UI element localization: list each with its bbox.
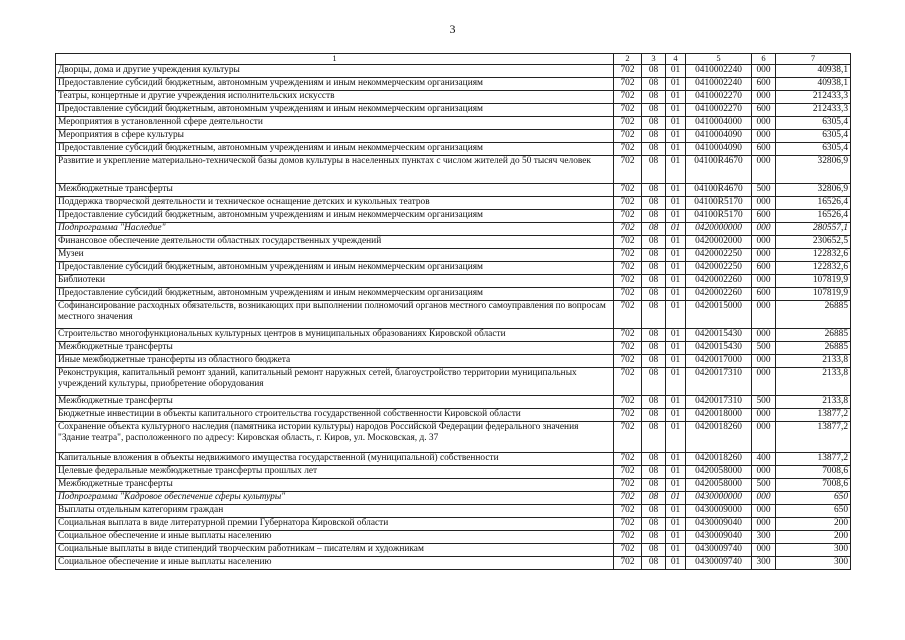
row-code-cell: 01 [666,341,686,354]
row-name-cell: Сохранение объекта культурного наследия (памятника истории культуры) народов Российской Федерации федерального значения "Здание театра", расположенного по адресу: Кировская область, г. Киров, ул. Московская, д. 37 [56,421,614,452]
row-code-cell: 702 [614,261,642,274]
row-target-code-cell: 0420002000 [686,235,752,248]
row-code-cell: 01 [666,77,686,90]
row-code-cell: 702 [614,421,642,452]
row-amount-cell: 13877,2 [776,408,851,421]
table-row [56,452,851,465]
row-type-code-cell: 000 [752,465,776,478]
table-row [56,155,851,183]
row-amount-cell: 13877,2 [776,421,851,452]
row-name-cell: Финансовое обеспечение деятельности областных государственных учреждений [56,235,614,248]
table-row [56,116,851,129]
row-code-cell: 08 [642,248,666,261]
row-code-cell: 08 [642,142,666,155]
row-code-cell: 01 [666,222,686,235]
row-type-code-cell: 600 [752,209,776,222]
row-target-code-cell: 0430009740 [686,543,752,556]
row-code-cell: 08 [642,395,666,408]
row-amount-cell: 230652,5 [776,235,851,248]
row-name-cell: Подпрограмма "Кадровое обеспечение сферы культуры" [56,491,614,504]
row-amount-cell: 6305,4 [776,129,851,142]
row-code-cell: 01 [666,491,686,504]
row-type-code-cell: 000 [752,90,776,103]
row-type-code-cell: 000 [752,248,776,261]
row-amount-cell: 650 [776,504,851,517]
row-code-cell: 01 [666,103,686,116]
row-name-cell: Театры, концертные и другие учреждения исполнительских искусств [56,90,614,103]
row-code-cell: 08 [642,222,666,235]
row-code-cell: 08 [642,274,666,287]
table-row [56,465,851,478]
row-target-code-cell: 04100R4670 [686,155,752,183]
row-name-cell: Капитальные вложения в объекты недвижимого имущества государственной (муниципальной) собственности [56,452,614,465]
row-code-cell: 01 [666,129,686,142]
row-type-code-cell: 000 [752,64,776,77]
row-target-code-cell: 0420015000 [686,300,752,328]
row-type-code-cell: 600 [752,287,776,300]
row-type-code-cell: 000 [752,504,776,517]
row-code-cell: 01 [666,465,686,478]
row-amount-cell: 16526,4 [776,196,851,209]
row-type-code-cell: 000 [752,408,776,421]
table-row [56,367,851,395]
row-code-cell: 01 [666,354,686,367]
row-amount-cell: 122832,6 [776,248,851,261]
row-code-cell: 08 [642,354,666,367]
row-type-code-cell: 000 [752,222,776,235]
row-amount-cell: 300 [776,543,851,556]
row-code-cell: 01 [666,287,686,300]
table-header-row [56,54,851,65]
row-name-cell: Музеи [56,248,614,261]
row-amount-cell: 212433,3 [776,103,851,116]
row-type-code-cell: 600 [752,261,776,274]
row-target-code-cell: 0420002250 [686,261,752,274]
table-row [56,300,851,328]
row-code-cell: 08 [642,196,666,209]
row-amount-cell: 200 [776,517,851,530]
row-name-cell: Предоставление субсидий бюджетным, автономным учреждениям и иным некоммерческим организациям [56,261,614,274]
row-code-cell: 702 [614,530,642,543]
row-type-code-cell: 000 [752,491,776,504]
table-row [56,556,851,569]
row-type-code-cell: 600 [752,103,776,116]
table-row [56,395,851,408]
row-target-code-cell: 0420058000 [686,465,752,478]
header-cell: 5 [686,54,752,65]
row-code-cell: 702 [614,341,642,354]
table-row [56,530,851,543]
row-code-cell: 702 [614,491,642,504]
row-code-cell: 702 [614,248,642,261]
row-code-cell: 01 [666,155,686,183]
row-target-code-cell: 0420002260 [686,274,752,287]
row-code-cell: 01 [666,64,686,77]
row-name-cell: Межбюджетные трансферты [56,183,614,196]
row-code-cell: 08 [642,491,666,504]
header-cell: 7 [776,54,851,65]
row-type-code-cell: 000 [752,367,776,395]
row-code-cell: 01 [666,183,686,196]
row-amount-cell: 107819,9 [776,287,851,300]
row-target-code-cell: 0410004090 [686,142,752,155]
row-code-cell: 01 [666,556,686,569]
row-code-cell: 08 [642,367,666,395]
row-code-cell: 08 [642,64,666,77]
table-row [56,64,851,77]
row-amount-cell: 6305,4 [776,142,851,155]
row-type-code-cell: 000 [752,421,776,452]
row-type-code-cell: 000 [752,196,776,209]
row-code-cell: 08 [642,287,666,300]
row-target-code-cell: 0410002240 [686,77,752,90]
table-row [56,543,851,556]
table-row [56,274,851,287]
row-target-code-cell: 0430009040 [686,517,752,530]
row-code-cell: 702 [614,196,642,209]
row-target-code-cell: 0420002250 [686,248,752,261]
row-code-cell: 702 [614,222,642,235]
row-code-cell: 08 [642,478,666,491]
row-code-cell: 08 [642,300,666,328]
row-code-cell: 08 [642,183,666,196]
row-code-cell: 702 [614,129,642,142]
row-type-code-cell: 000 [752,517,776,530]
row-name-cell: Строительство многофункциональных культурных центров в муниципальных образованиях Кировской области [56,328,614,341]
row-amount-cell: 200 [776,530,851,543]
row-code-cell: 01 [666,517,686,530]
row-type-code-cell: 000 [752,235,776,248]
row-code-cell: 01 [666,248,686,261]
table-row [56,341,851,354]
row-amount-cell: 2133,8 [776,354,851,367]
table-row [56,421,851,452]
row-code-cell: 08 [642,155,666,183]
row-code-cell: 01 [666,90,686,103]
row-code-cell: 702 [614,395,642,408]
header-cell: 4 [666,54,686,65]
row-type-code-cell: 600 [752,77,776,90]
row-code-cell: 702 [614,478,642,491]
row-amount-cell: 40938,1 [776,64,851,77]
table-row [56,261,851,274]
row-amount-cell: 32806,9 [776,155,851,183]
row-target-code-cell: 0410004090 [686,129,752,142]
row-target-code-cell: 04100R5170 [686,209,752,222]
row-target-code-cell: 0420017000 [686,354,752,367]
row-code-cell: 702 [614,517,642,530]
row-code-cell: 08 [642,129,666,142]
row-code-cell: 702 [614,77,642,90]
row-target-code-cell: 0420058000 [686,478,752,491]
table-row [56,235,851,248]
row-code-cell: 702 [614,287,642,300]
row-target-code-cell: 0420018260 [686,452,752,465]
table-row [56,408,851,421]
row-code-cell: 01 [666,142,686,155]
row-type-code-cell: 500 [752,341,776,354]
row-code-cell: 702 [614,90,642,103]
row-code-cell: 08 [642,421,666,452]
row-code-cell: 702 [614,465,642,478]
row-amount-cell: 300 [776,556,851,569]
row-amount-cell: 7008,6 [776,478,851,491]
row-target-code-cell: 0420000000 [686,222,752,235]
row-code-cell: 01 [666,421,686,452]
row-code-cell: 08 [642,543,666,556]
row-target-code-cell: 0410002270 [686,103,752,116]
row-code-cell: 08 [642,261,666,274]
row-name-cell: Предоставление субсидий бюджетным, автономным учреждениям и иным некоммерческим организациям [56,77,614,90]
row-code-cell: 01 [666,504,686,517]
row-amount-cell: 26885 [776,328,851,341]
table-row [56,504,851,517]
row-name-cell: Поддержка творческой деятельности и техническое оснащение детских и кукольных театров [56,196,614,209]
row-amount-cell: 122832,6 [776,261,851,274]
row-code-cell: 08 [642,235,666,248]
row-code-cell: 01 [666,395,686,408]
table-row [56,209,851,222]
row-code-cell: 702 [614,64,642,77]
row-amount-cell: 7008,6 [776,465,851,478]
row-name-cell: Иные межбюджетные трансферты из областного бюджета [56,354,614,367]
row-name-cell: Софинансирование расходных обязательств, возникающих при выполнении полномочий органов местного самоуправления по вопросам местного значения [56,300,614,328]
row-code-cell: 702 [614,235,642,248]
row-code-cell: 08 [642,556,666,569]
header-cell: 3 [642,54,666,65]
row-target-code-cell: 0420017310 [686,367,752,395]
row-amount-cell: 13877,2 [776,452,851,465]
table-row [56,517,851,530]
row-code-cell: 01 [666,452,686,465]
row-code-cell: 702 [614,367,642,395]
row-type-code-cell: 000 [752,129,776,142]
row-target-code-cell: 0420015430 [686,328,752,341]
row-type-code-cell: 000 [752,155,776,183]
header-cell: 2 [614,54,642,65]
row-type-code-cell: 600 [752,142,776,155]
row-target-code-cell: 04100R4670 [686,183,752,196]
row-code-cell: 702 [614,155,642,183]
row-amount-cell: 26885 [776,300,851,328]
table-row [56,142,851,155]
row-target-code-cell: 0420018260 [686,421,752,452]
row-type-code-cell: 000 [752,300,776,328]
row-name-cell: Подпрограмма "Наследие" [56,222,614,235]
row-type-code-cell: 000 [752,116,776,129]
table-row [56,90,851,103]
row-target-code-cell: 0410002240 [686,64,752,77]
row-name-cell: Мероприятия в сфере культуры [56,129,614,142]
row-code-cell: 01 [666,235,686,248]
row-name-cell: Межбюджетные трансферты [56,395,614,408]
row-target-code-cell: 0430009040 [686,530,752,543]
row-code-cell: 702 [614,408,642,421]
row-type-code-cell: 000 [752,274,776,287]
row-amount-cell: 26885 [776,341,851,354]
row-code-cell: 08 [642,465,666,478]
row-target-code-cell: 0410004000 [686,116,752,129]
row-target-code-cell: 0420015430 [686,341,752,354]
row-code-cell: 702 [614,116,642,129]
row-name-cell: Социальные выплаты в виде стипендий творческим работникам – писателям и художникам [56,543,614,556]
row-name-cell: Межбюджетные трансферты [56,478,614,491]
row-amount-cell: 40938,1 [776,77,851,90]
row-name-cell: Целевые федеральные межбюджетные трансферты прошлых лет [56,465,614,478]
row-code-cell: 08 [642,77,666,90]
row-name-cell: Бюджетные инвестиции в объекты капитального строительства государственной собственности Кировской области [56,408,614,421]
row-name-cell: Предоставление субсидий бюджетным, автономным учреждениям и иным некоммерческим организациям [56,209,614,222]
row-type-code-cell: 300 [752,530,776,543]
row-target-code-cell: 0420002260 [686,287,752,300]
row-type-code-cell: 000 [752,543,776,556]
row-name-cell: Мероприятия в установленной сфере деятельности [56,116,614,129]
row-type-code-cell: 500 [752,478,776,491]
row-code-cell: 08 [642,408,666,421]
row-target-code-cell: 0430009740 [686,556,752,569]
row-amount-cell: 2133,8 [776,367,851,395]
row-name-cell: Дворцы, дома и другие учреждения культуры [56,64,614,77]
header-cell: 6 [752,54,776,65]
row-code-cell: 702 [614,300,642,328]
row-code-cell: 01 [666,328,686,341]
row-code-cell: 01 [666,543,686,556]
row-code-cell: 08 [642,90,666,103]
table-row [56,183,851,196]
row-code-cell: 702 [614,543,642,556]
row-code-cell: 01 [666,261,686,274]
table-row [56,478,851,491]
row-name-cell: Социальное обеспечение и иные выплаты населению [56,556,614,569]
row-code-cell: 01 [666,367,686,395]
row-amount-cell: 280557,1 [776,222,851,235]
row-type-code-cell: 000 [752,328,776,341]
table-row [56,222,851,235]
row-code-cell: 08 [642,116,666,129]
row-code-cell: 702 [614,504,642,517]
budget-table [55,53,851,570]
row-code-cell: 702 [614,142,642,155]
table-row [56,77,851,90]
row-name-cell: Выплаты отдельным категориям граждан [56,504,614,517]
table-row [56,287,851,300]
row-name-cell: Предоставление субсидий бюджетным, автономным учреждениям и иным некоммерческим организациям [56,287,614,300]
table-row [56,129,851,142]
row-target-code-cell: 0430000000 [686,491,752,504]
row-code-cell: 01 [666,300,686,328]
row-code-cell: 702 [614,328,642,341]
row-name-cell: Библиотеки [56,274,614,287]
row-code-cell: 08 [642,328,666,341]
row-code-cell: 08 [642,103,666,116]
row-code-cell: 702 [614,183,642,196]
row-code-cell: 08 [642,209,666,222]
row-target-code-cell: 0410002270 [686,90,752,103]
row-amount-cell: 107819,9 [776,274,851,287]
row-type-code-cell: 500 [752,395,776,408]
table-row [56,354,851,367]
table-row [56,103,851,116]
row-amount-cell: 212433,3 [776,90,851,103]
table-row [56,196,851,209]
row-code-cell: 08 [642,530,666,543]
row-type-code-cell: 000 [752,354,776,367]
table-row [56,248,851,261]
row-code-cell: 08 [642,452,666,465]
row-name-cell: Социальная выплата в виде литературной премии Губернатора Кировской области [56,517,614,530]
row-name-cell: Предоставление субсидий бюджетным, автономным учреждениям и иным некоммерческим организациям [56,142,614,155]
row-code-cell: 01 [666,274,686,287]
row-amount-cell: 650 [776,491,851,504]
row-amount-cell: 6305,4 [776,116,851,129]
row-code-cell: 702 [614,452,642,465]
row-name-cell: Межбюджетные трансферты [56,341,614,354]
row-code-cell: 01 [666,530,686,543]
row-target-code-cell: 0420018000 [686,408,752,421]
row-code-cell: 702 [614,556,642,569]
row-code-cell: 08 [642,517,666,530]
row-name-cell: Предоставление субсидий бюджетным, автономным учреждениям и иным некоммерческим организациям [56,103,614,116]
row-code-cell: 01 [666,408,686,421]
row-code-cell: 702 [614,209,642,222]
header-cell: 1 [56,54,614,65]
row-type-code-cell: 500 [752,183,776,196]
row-code-cell: 01 [666,478,686,491]
row-code-cell: 01 [666,196,686,209]
row-target-code-cell: 0430009000 [686,504,752,517]
row-code-cell: 01 [666,209,686,222]
row-name-cell: Реконструкция, капитальный ремонт зданий, капитальный ремонт наружных сетей, благоустройство территории муниципальных учреждений культуры, приобретение оборудования [56,367,614,395]
row-amount-cell: 2133,8 [776,395,851,408]
row-type-code-cell: 400 [752,452,776,465]
row-code-cell: 08 [642,504,666,517]
page-number: 3 [449,22,456,36]
row-target-code-cell: 04100R5170 [686,196,752,209]
row-code-cell: 08 [642,341,666,354]
row-amount-cell: 32806,9 [776,183,851,196]
row-name-cell: Развитие и укрепление материально-технической базы домов культуры в населенных пунктах с числом жителей до 50 тысяч человек [56,155,614,183]
row-code-cell: 702 [614,354,642,367]
row-code-cell: 01 [666,116,686,129]
row-target-code-cell: 0420017310 [686,395,752,408]
row-code-cell: 702 [614,274,642,287]
table-row [56,328,851,341]
table-row [56,491,851,504]
row-type-code-cell: 300 [752,556,776,569]
row-code-cell: 702 [614,103,642,116]
row-amount-cell: 16526,4 [776,209,851,222]
row-name-cell: Социальное обеспечение и иные выплаты населению [56,530,614,543]
